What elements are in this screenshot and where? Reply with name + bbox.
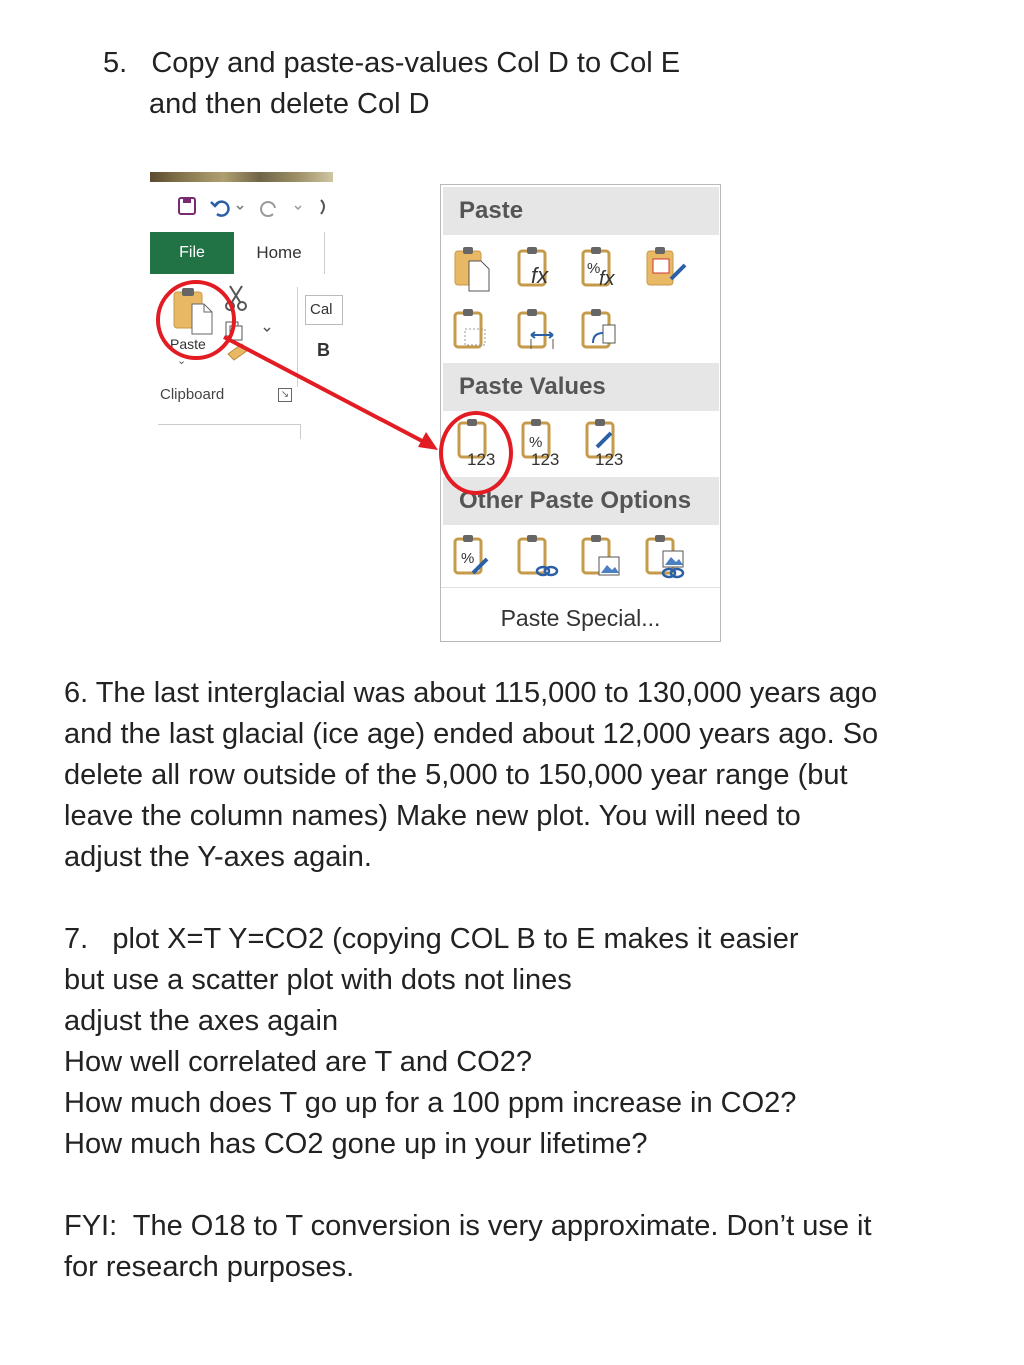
step6-line: adjust the Y-axes again. [64,841,372,873]
paste-values-source-format-button[interactable] [583,417,633,474]
paste-special-button[interactable] [441,587,720,642]
bold-button[interactable]: B [317,340,330,360]
paste-values-highlight-circle [439,411,513,495]
values-number-format-icon [519,417,569,469]
fyi-paragraph [64,1206,872,1288]
values-source-format-label: 123 [595,450,624,469]
keep-source-formatting-icon [647,247,685,285]
svg-text:%: % [529,434,543,451]
step7-line: 7. plot X=T Y=CO2 (copying COL B to E makes it easier [64,923,799,955]
home-tab[interactable]: Home [234,232,325,274]
keep-column-widths-icon [519,309,553,349]
svg-text:fx: fx [599,268,615,290]
step7-line: How much does T go up for a 100 ppm increase in CO2? [64,1087,797,1119]
step6-paragraph [64,673,878,878]
step7-line: adjust the axes again [64,1005,339,1037]
font-name-box[interactable]: Cal [305,295,343,325]
clipboard-group-label: Clipboard [160,386,225,403]
clipboard-launcher-icon[interactable]: ↘ [278,388,292,402]
paste-icons-grid [441,237,722,367]
paste-icon [455,247,489,291]
step6-line: and the last glacial (ice age) ended about 12,000 years ago. So [64,718,879,750]
file-tab[interactable]: File [150,232,234,274]
fyi-line: FYI: The O18 to T conversion is very approximate. Don’t use it [64,1210,872,1242]
linked-picture-icon [647,535,683,577]
transpose-icon [583,309,615,347]
step6-line: leave the column names) Make new plot. You will need to [64,800,801,832]
values-number-format-label: 123 [531,450,560,469]
formatting-icon [455,535,487,573]
step7-line: but use a scatter plot with dots not lines [64,964,572,996]
paste-special-label: Paste Special... [500,605,661,631]
no-borders-icon [455,309,485,347]
values-label: 123 [467,450,496,469]
picture-icon [583,535,619,575]
svg-text:%: % [587,260,601,277]
other-paste-options-header: Other Paste Options [443,477,719,525]
paste-values-section-header: Paste Values [443,363,719,411]
step7-paragraph [64,919,798,1165]
step6-line: 6. The last interglacial was about 115,000 to 130,000 years ago [64,677,878,709]
paste-link-icon [519,535,557,575]
svg-text:fx: fx [531,263,549,288]
svg-text:%: % [461,550,475,567]
paste-section-header: Paste [443,187,719,235]
paste-button-label: Paste [170,336,206,352]
other-paste-icons [441,529,722,587]
paste-dropdown-icon[interactable]: ⌄ [177,355,187,367]
fyi-line: for research purposes. [64,1251,355,1283]
values-source-format-icon [583,417,633,469]
step5-line2: and then delete Col D [149,88,430,120]
step5-line1: 5. Copy and paste-as-values Col D to Col E [103,47,681,79]
step7-line: How well correlated are T and CO2? [64,1046,532,1078]
paste-formulas-icon [519,247,549,288]
paste-formulas-number-format-icon [583,247,616,290]
step7-line: How much has CO2 gone up in your lifetime? [64,1128,648,1160]
paste-values-number-format-button[interactable] [519,417,569,474]
step6-line: delete all row outside of the 5,000 to 150,000 year range (but [64,759,848,791]
